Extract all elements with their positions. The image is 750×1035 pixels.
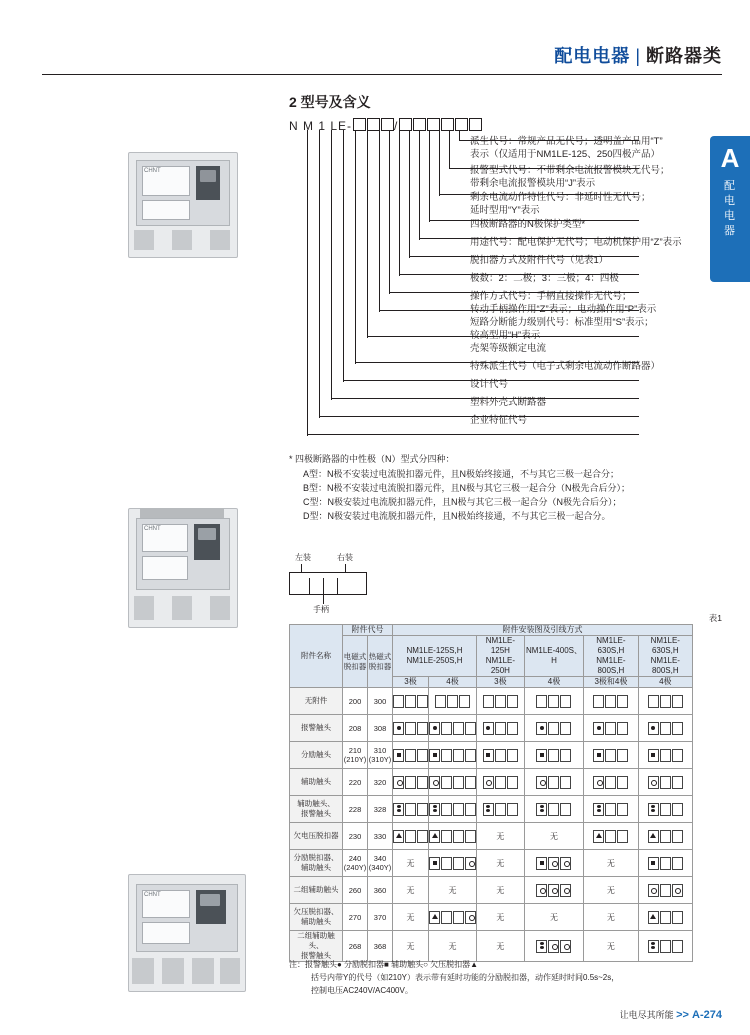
row-code-magnetic: 230 [343, 823, 368, 850]
row-name: 二组辅助触头 [290, 877, 343, 904]
product-photo-mccb-125: CHNT [128, 146, 240, 266]
cell-glyph [524, 931, 583, 962]
cell-none: 无 [477, 823, 525, 850]
side-tab-text: 配 电 电 器 [724, 180, 736, 237]
table-row [290, 688, 693, 715]
cell-glyph [638, 796, 692, 823]
header-title-dark: 断路器类 [646, 46, 722, 66]
row-code-magnetic: 260 [343, 877, 368, 904]
cell-glyph [524, 850, 583, 877]
cell-none: 无 [393, 850, 429, 877]
cell-glyph [477, 796, 525, 823]
th-accessory-name: 附件名称 [290, 625, 343, 688]
cell-none: 无 [584, 931, 638, 962]
cell-glyph [429, 742, 477, 769]
legend-item-2: 报警型式代号：不带剩余电流报警模块无代号； 带剩余电流报警模块用“J”表示 [470, 165, 670, 189]
cell-glyph [524, 742, 583, 769]
cell-glyph [477, 715, 525, 742]
schematic-left-label: 左装 [295, 553, 311, 562]
th-group-630-800-b: NM1LE-630S,H NM1LE-800S,H [638, 636, 692, 677]
side-tab-letter: A [720, 143, 740, 173]
cell-glyph [584, 796, 638, 823]
cell-glyph [429, 823, 477, 850]
cell-none: 无 [477, 904, 525, 931]
row-name: 欠压脱扣器、 辅助触头 [290, 904, 343, 931]
cell-none: 无 [524, 904, 583, 931]
legend-item-16: 设计代号 [470, 379, 509, 390]
header-title-blue: 配电电器 [554, 46, 631, 66]
cell-glyph [477, 688, 525, 715]
th-group-400: NM1LE-400S、H [524, 636, 583, 677]
cell-none: 无 [477, 931, 525, 962]
cell-glyph [584, 823, 638, 850]
cell-none: 无 [393, 931, 429, 962]
table-row [290, 796, 693, 823]
row-name: 欠电压脱扣器 [290, 823, 343, 850]
header-rule [42, 74, 722, 75]
footnote-line: D型：N极安装过电流脱扣器元件，且N极始终接通，不与其它三极一起合分。 [303, 511, 611, 521]
table-note-line: 注：报警触头● 分励脱扣器■ 辅助触头○ 欠压脱扣器▲ [289, 960, 479, 969]
page-header [42, 42, 722, 76]
cell-glyph [638, 688, 692, 715]
table-row [290, 931, 693, 962]
model-code-prefix: N M 1 LE- [289, 119, 353, 133]
cell-none: 无 [429, 931, 477, 962]
footnote-title: * 四极断路器的中性极（N）型式分四种： [289, 454, 455, 464]
legend-item-18: 企业特征代号 [470, 415, 528, 426]
cell-glyph [584, 688, 638, 715]
product-photo-mccb-400: CHNT [128, 874, 248, 994]
th-sub-3pole: 3极 [393, 677, 429, 688]
cell-none: 无 [584, 877, 638, 904]
row-name: 分励触头 [290, 742, 343, 769]
cell-glyph [638, 931, 692, 962]
cell-glyph [429, 796, 477, 823]
row-code-magnetic: 268 [343, 931, 368, 962]
cell-glyph [524, 688, 583, 715]
row-code-thermal: 310 (310Y) [368, 742, 393, 769]
cell-glyph [524, 877, 583, 904]
row-name: 辅助触头、 报警触头 [290, 796, 343, 823]
row-code-thermal: 308 [368, 715, 393, 742]
cell-glyph [393, 796, 429, 823]
cell-glyph [393, 688, 429, 715]
cell-glyph [393, 715, 429, 742]
row-code-thermal: 368 [368, 931, 393, 962]
cell-glyph [638, 877, 692, 904]
header-title-separator: | [635, 46, 641, 66]
table-row [290, 769, 693, 796]
cell-none: 无 [584, 850, 638, 877]
th-group-125h-250h: NM1LE-125H NM1LE-250H [477, 636, 525, 677]
th-sub-4pole: 4极 [429, 677, 477, 688]
cell-glyph [429, 715, 477, 742]
footnote-line: B型：N极不安装过电流脱扣器元件，且N极与其它三极一起合分（N极先合后分）； [303, 483, 631, 493]
cell-glyph [638, 823, 692, 850]
row-code-thermal: 320 [368, 769, 393, 796]
cell-glyph [638, 742, 692, 769]
product-photo-mccb-250: CHNT [128, 508, 240, 632]
footnote-line: A型：N极不安装过电流脱扣器元件，且N极始终接通，不与其它三极一起合分； [303, 469, 620, 479]
row-name: 辅助触头 [290, 769, 343, 796]
legend-item-17: 塑料外壳式断路器 [470, 397, 547, 408]
row-code-magnetic: 200 [343, 688, 368, 715]
cell-glyph [584, 742, 638, 769]
row-name: 无附件 [290, 688, 343, 715]
mounting-schematic [289, 552, 409, 620]
accessories-table [289, 624, 693, 962]
cell-glyph [429, 904, 477, 931]
legend-item-0: 派生代号：常规产品无代号；透明盖产品用“T” 表示（仅适用于NM1LE-125、250四极产品） [470, 136, 663, 160]
row-code-thermal: 340 (340Y) [368, 850, 393, 877]
cell-none: 无 [393, 877, 429, 904]
cell-glyph [584, 715, 638, 742]
th-sub-34pole: 3极和4极 [584, 677, 638, 688]
legend-item-9: 极数：2：二极；3：三极；4：四极 [470, 273, 619, 284]
row-code-magnetic: 210 (210Y) [343, 742, 368, 769]
cell-glyph [524, 769, 583, 796]
cell-none: 无 [477, 850, 525, 877]
cell-glyph [429, 769, 477, 796]
table-row [290, 742, 693, 769]
model-code-separator: / [394, 119, 399, 133]
section-title: 2 型号及含义 [289, 94, 371, 110]
cell-none: 无 [477, 877, 525, 904]
table-note-line: 控制电压AC240V/AC400V。 [311, 986, 413, 995]
th-group-125-250: NM1LE-125S,H NM1LE-250S,H [393, 636, 477, 677]
legend-item-8: 脱扣器方式及附件代号（见表1） [470, 255, 609, 266]
cell-glyph [393, 769, 429, 796]
schematic-right-label: 右装 [337, 553, 353, 562]
cell-glyph [477, 742, 525, 769]
legend-item-6: 四极断路器的N极保护类型* [470, 219, 586, 230]
th-sub-4pole-b: 4极 [524, 677, 583, 688]
page-footer [620, 1008, 722, 1021]
cell-glyph [638, 769, 692, 796]
table-note-line: 括号内带Y的代号（如210Y）表示带有延时功能的分励脱扣器，动作延时时间0.5s~2s， [311, 973, 620, 982]
table-caption: 表1 [708, 613, 722, 623]
row-code-magnetic: 240 (240Y) [343, 850, 368, 877]
legend-item-10: 操作方式代号：手柄直接操作无代号； 转动手柄操作用“Z”表示；电动操作用“P”表示 [470, 291, 657, 315]
cell-glyph [524, 796, 583, 823]
th-code-thermal: 热磁式 脱扣器 [368, 636, 393, 688]
row-code-thermal: 360 [368, 877, 393, 904]
cell-glyph [584, 769, 638, 796]
legend-item-4: 剩余电流动作特性代号：非延时性无代号； 延时型用“Y”表示 [470, 192, 651, 216]
cell-none: 无 [524, 823, 583, 850]
cell-none: 无 [584, 904, 638, 931]
cell-glyph [524, 715, 583, 742]
th-install-group: 附件安装图及引线方式 [393, 625, 693, 636]
th-group-630-800-a: NM1LE-630S,H NM1LE-800S,H [584, 636, 638, 677]
row-name: 分励脱扣器、 辅助触头 [290, 850, 343, 877]
th-code-group: 附件代号 [343, 625, 393, 636]
cell-glyph [638, 850, 692, 877]
legend-item-7: 用途代号：配电保护无代号；电动机保护用“Z”表示 [470, 237, 682, 248]
cell-glyph [429, 688, 477, 715]
legend-item-12: 短路分断能力级别代号：标准型用“S”表示； 较高型用“H”表示 [470, 317, 654, 341]
footnote-block [289, 452, 709, 523]
row-code-thermal: 300 [368, 688, 393, 715]
row-code-magnetic: 220 [343, 769, 368, 796]
header-title [554, 42, 722, 68]
row-name: 报警触头 [290, 715, 343, 742]
th-code-magnetic: 电磁式 脱扣器 [343, 636, 368, 688]
cell-glyph [393, 823, 429, 850]
th-sub-4pole-c: 4极 [638, 677, 692, 688]
table-row [290, 823, 693, 850]
footer-slogan: 让电尽其所能 [619, 1010, 674, 1020]
row-code-magnetic: 208 [343, 715, 368, 742]
table-notes [289, 958, 709, 997]
footnote-line: C型：N极安装过电流脱扣器元件，且N极与其它三极一起合分（N极先合后分）； [303, 497, 622, 507]
schematic-handle-label: 手柄 [313, 605, 329, 614]
table-row [290, 850, 693, 877]
cell-glyph [638, 715, 692, 742]
table-row [290, 877, 693, 904]
cell-glyph [477, 769, 525, 796]
cell-glyph [638, 904, 692, 931]
row-code-thermal: 370 [368, 904, 393, 931]
legend-item-15: 特殊派生代号（电子式剩余电流动作断路器） [470, 361, 661, 372]
cell-none: 无 [429, 877, 477, 904]
row-code-magnetic: 270 [343, 904, 368, 931]
cell-glyph [393, 742, 429, 769]
row-code-thermal: 328 [368, 796, 393, 823]
table-row [290, 904, 693, 931]
row-name: 二组辅助触头、 报警触头 [290, 931, 343, 962]
row-code-thermal: 330 [368, 823, 393, 850]
th-sub-3pole-b: 3极 [477, 677, 525, 688]
cell-glyph [429, 850, 477, 877]
legend-item-14: 壳架等级额定电流 [470, 343, 547, 354]
table-row [290, 715, 693, 742]
cell-none: 无 [393, 904, 429, 931]
row-code-magnetic: 228 [343, 796, 368, 823]
footer-page: >> A-274 [676, 1009, 722, 1021]
